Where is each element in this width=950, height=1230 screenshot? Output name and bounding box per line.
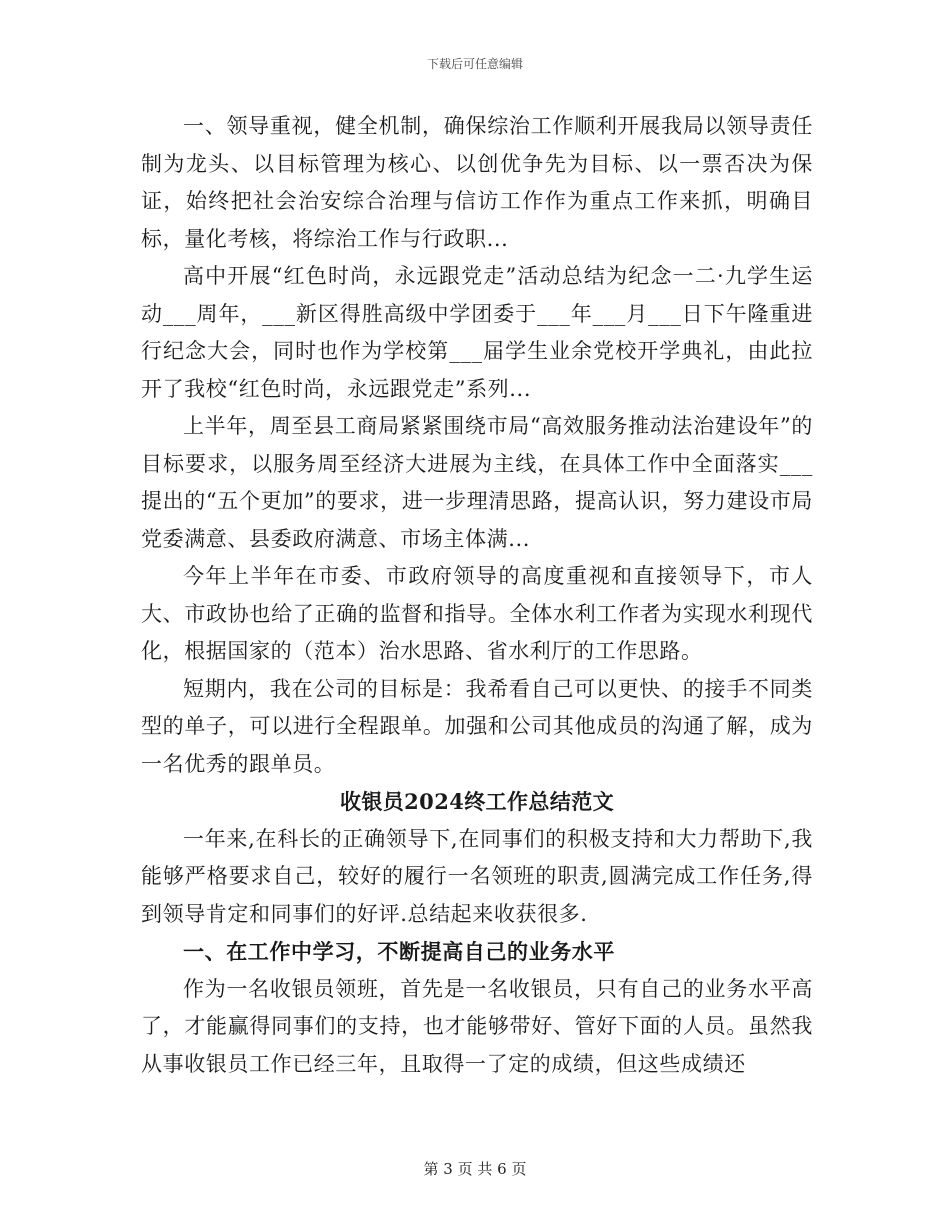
- document-body: [141, 108, 813, 1083]
- paragraph-5: 短期内，我在公司的目标是：我希看自己可以更快、的接手不同类型的单子，可以进行全程跟单。加强和公司其他成员的沟通了解，成为一名优秀的跟单员。: [141, 676, 813, 776]
- paragraph-1: 一、领导重视，健全机制，确保综治工作顺利开展我局以领导责任制为龙头、以目标管理为核心、以创优争先为目标、以一票否决为保证，始终把社会治安综合治理与信访工作作为重点工作来抓，明确目标，量化考核，将综治工作与行政职...: [141, 114, 813, 251]
- section-paragraph: 作为一名收银员领班，首先是一名收银员，只有自己的业务水平高了，才能赢得同事们的支持，也才能够带好、管好下面的人员。虽然我从事收银员工作已经三年，且取得一了定的成绩，但这些成绩还: [141, 976, 813, 1076]
- page-number: 第 3 页 共 6 页: [423, 1160, 527, 1178]
- document-title: 收银员2024终工作总结范文: [339, 789, 615, 814]
- paragraph-4: 今年上半年在市委、市政府领导的高度重视和直接领导下，市人大、市政协也给了正确的监督和指导。全体水利工作者为实现水利现代化，根据国家的（范本）治水思路、省水利厅的工作思路。: [141, 564, 813, 663]
- paragraph-3: 上半年，周至县工商局紧紧围绕市局“高效服务推动法治建设年”的目标要求，以服务周至经济大进展为主线，在具体工作中全面落实___提出的“五个更加”的要求，进一步理清思路，提高认识，努力建设市局党委满意、县委政府满意、市场主体满...: [141, 414, 813, 551]
- section-heading: 一、在工作中学习，不断提高自己的业务水平: [183, 939, 615, 964]
- page-header-note: 下载后可任意编辑: [426, 57, 523, 71]
- paragraph-2: 高中开展“红色时尚，永远跟党走”活动总结为纪念一二·九学生运动___周年，___新区得胜高级中学团委于___年___月___日下午隆重进行纪念大会，同时也作为学校第___届学生业余党校开学典礼，由此拉开了我校“红色时尚，永远跟党走”系列...: [141, 264, 813, 401]
- intro-paragraph: 一年来,在科长的正确领导下,在同事们的积极支持和大力帮助下,我能够严格要求自己，较好的履行一名领班的职责,圆满完成工作任务,得到领导肯定和同事们的好评.总结起来收获很多.: [141, 826, 813, 926]
